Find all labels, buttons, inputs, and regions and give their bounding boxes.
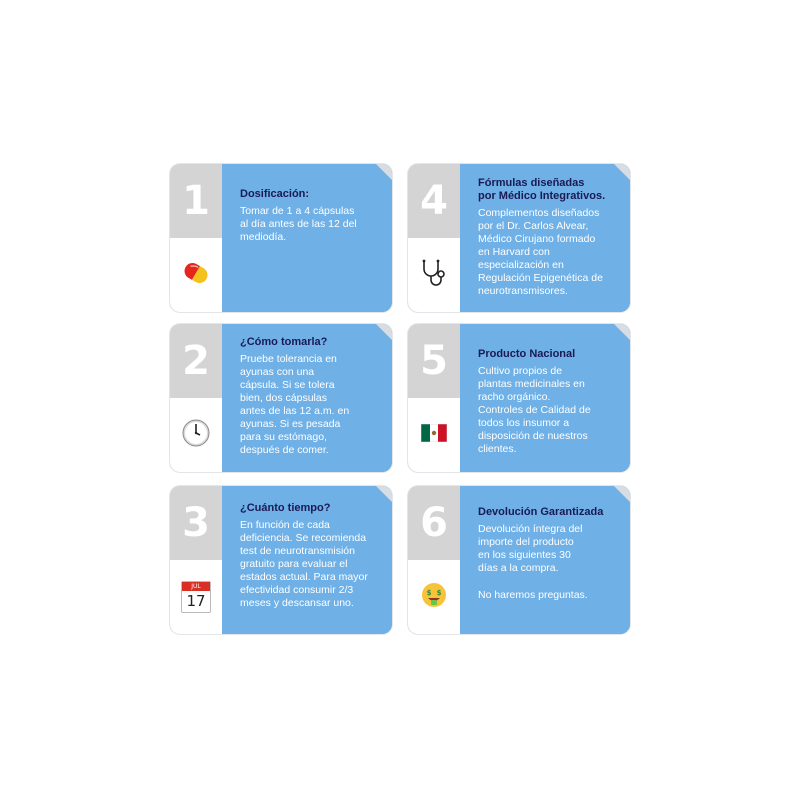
card-1 [170,164,392,312]
card-3 [170,486,392,634]
number-box [408,486,460,560]
card-text: Cultivo propios de plantas medicinales en racho orgánico. Controles de Calidad de todos los insumor a disposición de nuestros clientes. [478,365,591,455]
card-extra-text: No haremos preguntas. [478,589,588,601]
card-title: Fórmulas diseñadas por Médico Integrativos. [478,177,606,202]
number-box [170,486,222,560]
card-text: Pruebe tolerancia en ayunas con una cápsula. Si se tolera bien, dos cápsulas antes de las 12 a.m. en ayunas. Si es pesada para su estómago, después de comer. [240,353,350,456]
svg-text:$: $ [436,588,442,597]
card-text: Devolución íntegra del importe del producto en los siguientes 30 días a la compra. [478,523,583,574]
clock-icon [181,418,211,453]
calendar-day: 17 [186,592,206,610]
card-number: 5 [420,338,448,384]
card-title: Dosificación: [240,188,310,200]
number-box [408,164,460,238]
card-number: 4 [420,178,448,224]
corner-fold [376,164,392,180]
card-4 [408,164,630,312]
corner-fold [614,324,630,340]
pill-icon [180,261,212,290]
svg-text:$: $ [426,588,432,597]
calendar-icon [181,581,211,613]
card-number: 1 [182,178,210,224]
card-number: 6 [420,500,448,546]
card-2 [170,324,392,472]
card-text: Tomar de 1 a 4 cápsulas al día antes de las 12 del mediodía. [240,205,357,243]
corner-fold [614,486,630,502]
card-6 [408,486,630,634]
card-text: En función de cada deficiencia. Se recomienda test de neurotransmisión gratuito para evaluar el estados actual. Para mayor efectividad consumir 2/3 meses y descansar uno. [240,519,368,609]
corner-fold [376,324,392,340]
number-box [170,324,222,398]
card-title: ¿Cuánto tiempo? [240,502,331,514]
money-face-icon [420,581,448,614]
stethoscope-icon [418,257,450,294]
card-number: 3 [182,500,210,546]
number-box [170,164,222,238]
number-box [408,324,460,398]
card-title: Producto Nacional [478,348,576,360]
mexico-flag-icon [421,424,447,447]
card-number: 2 [182,338,210,384]
corner-fold [614,164,630,180]
card-text: Complementos diseñados por el Dr. Carlos Alvear, Médico Cirujano formado en Harvard con especialización en Regulación Epigenética de neurotransmisores. [478,207,603,297]
calendar-month: JUL [182,582,210,591]
card-title: Devolución Garantizada [478,506,604,518]
card-title: ¿Cómo tomarla? [240,336,328,348]
card-5 [408,324,630,472]
corner-fold [376,486,392,502]
